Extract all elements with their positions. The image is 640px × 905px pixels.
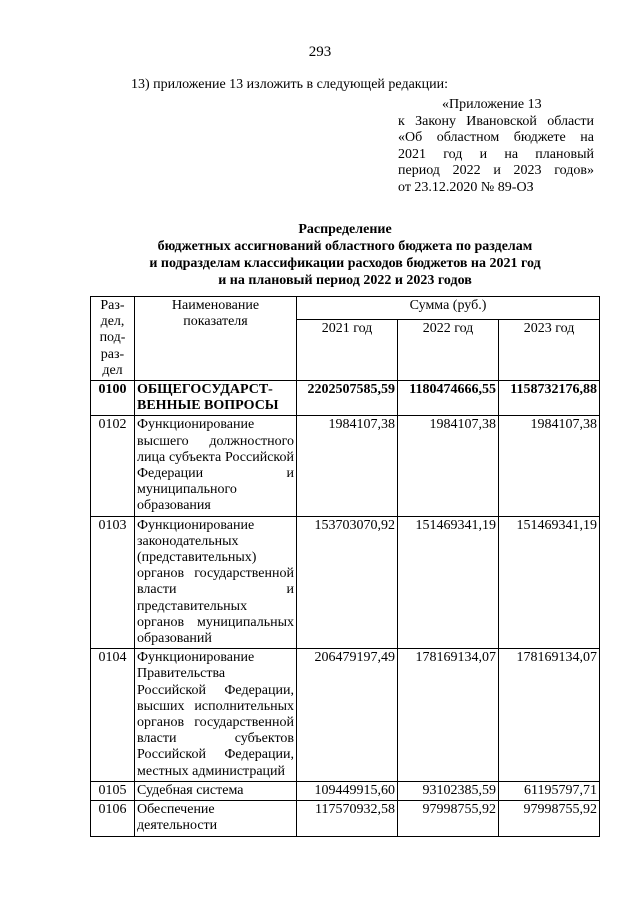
- row-code: 0106: [91, 801, 135, 836]
- row-value-2023: 1158732176,88: [499, 381, 600, 416]
- appendix-line: «Приложение 13: [442, 97, 542, 112]
- row-name: ОБЩЕГОСУДАРСТ-ВЕННЫЕ ВОПРОСЫ: [135, 381, 297, 416]
- appendix-reference: [398, 97, 594, 196]
- row-value-2021: 109449915,60: [297, 781, 398, 800]
- row-value-2022: 1984107,38: [398, 416, 499, 516]
- row-value-2022: 93102385,59: [398, 781, 499, 800]
- table-row: [91, 516, 600, 649]
- row-name: Судебная система: [135, 781, 297, 800]
- page-number: 293: [308, 44, 332, 60]
- table-row: [91, 381, 600, 416]
- appendix-line: период 2022 и 2023 годов»: [398, 163, 594, 178]
- document-title: [90, 221, 600, 289]
- header-year-2022: 2022 год: [398, 320, 499, 381]
- row-value-2021: 206479197,49: [297, 649, 398, 782]
- row-value-2023: 1984107,38: [499, 416, 600, 516]
- row-code: 0103: [91, 516, 135, 649]
- row-name: Функционирование Правительства Российской Федерации, высших исполнительных органов государственной власти субъектов Российской Федерации, местных администраций: [135, 649, 297, 782]
- row-code: 0100: [91, 381, 135, 416]
- row-value-2022: 1180474666,55: [398, 381, 499, 416]
- row-value-2022: 97998755,92: [398, 801, 499, 836]
- title-line: и на плановый период 2022 и 2023 годов: [218, 273, 472, 288]
- row-name: Обеспечение деятельности: [135, 801, 297, 836]
- appendix-line: 2021 год и на плановый: [398, 146, 594, 162]
- header-year-2021: 2021 год: [297, 320, 398, 381]
- row-value-2021: 153703070,92: [297, 516, 398, 649]
- row-code: 0102: [91, 416, 135, 516]
- table-row: [91, 801, 600, 836]
- row-value-2021: 1984107,38: [297, 416, 398, 516]
- header-year-2023: 2023 год: [499, 320, 600, 381]
- title-line: и подразделам классификации расходов бюджетов на 2021 год: [149, 256, 541, 271]
- row-value-2022: 178169134,07: [398, 649, 499, 782]
- row-value-2023: 97998755,92: [499, 801, 600, 836]
- header-code: Раз- дел, под- раз- дел: [91, 297, 135, 381]
- row-value-2023: 151469341,19: [499, 516, 600, 649]
- row-value-2023: 178169134,07: [499, 649, 600, 782]
- title-line: бюджетных ассигнований областного бюджета по разделам: [157, 239, 533, 254]
- table-row: [91, 416, 600, 516]
- row-name: Функционирование высшего должностного лица субъекта Российской Федерации и муниципального образования: [135, 416, 297, 516]
- header-name: Наименование показателя: [135, 297, 297, 381]
- header-sum: Сумма (руб.): [297, 297, 600, 320]
- row-code: 0104: [91, 649, 135, 782]
- title-line: Распределение: [298, 222, 392, 237]
- row-value-2021: 117570932,58: [297, 801, 398, 836]
- row-value-2022: 151469341,19: [398, 516, 499, 649]
- intro-text: 13) приложение 13 изложить в следующей редакции:: [131, 77, 448, 92]
- row-name: Функционирование законодательных (представительных) органов государственной власти и представительных органов муниципальных образований: [135, 516, 297, 649]
- table-row: [91, 781, 600, 800]
- row-value-2023: 61195797,71: [499, 781, 600, 800]
- row-code: 0105: [91, 781, 135, 800]
- appendix-line: «Об областном бюджете на: [398, 130, 594, 145]
- appendix-line: к Закону Ивановской области: [398, 113, 594, 129]
- row-value-2021: 2202507585,59: [297, 381, 398, 416]
- table-row: [91, 649, 600, 782]
- appendix-line: от 23.12.2020 № 89-ОЗ: [398, 179, 534, 195]
- budget-table: [90, 296, 600, 837]
